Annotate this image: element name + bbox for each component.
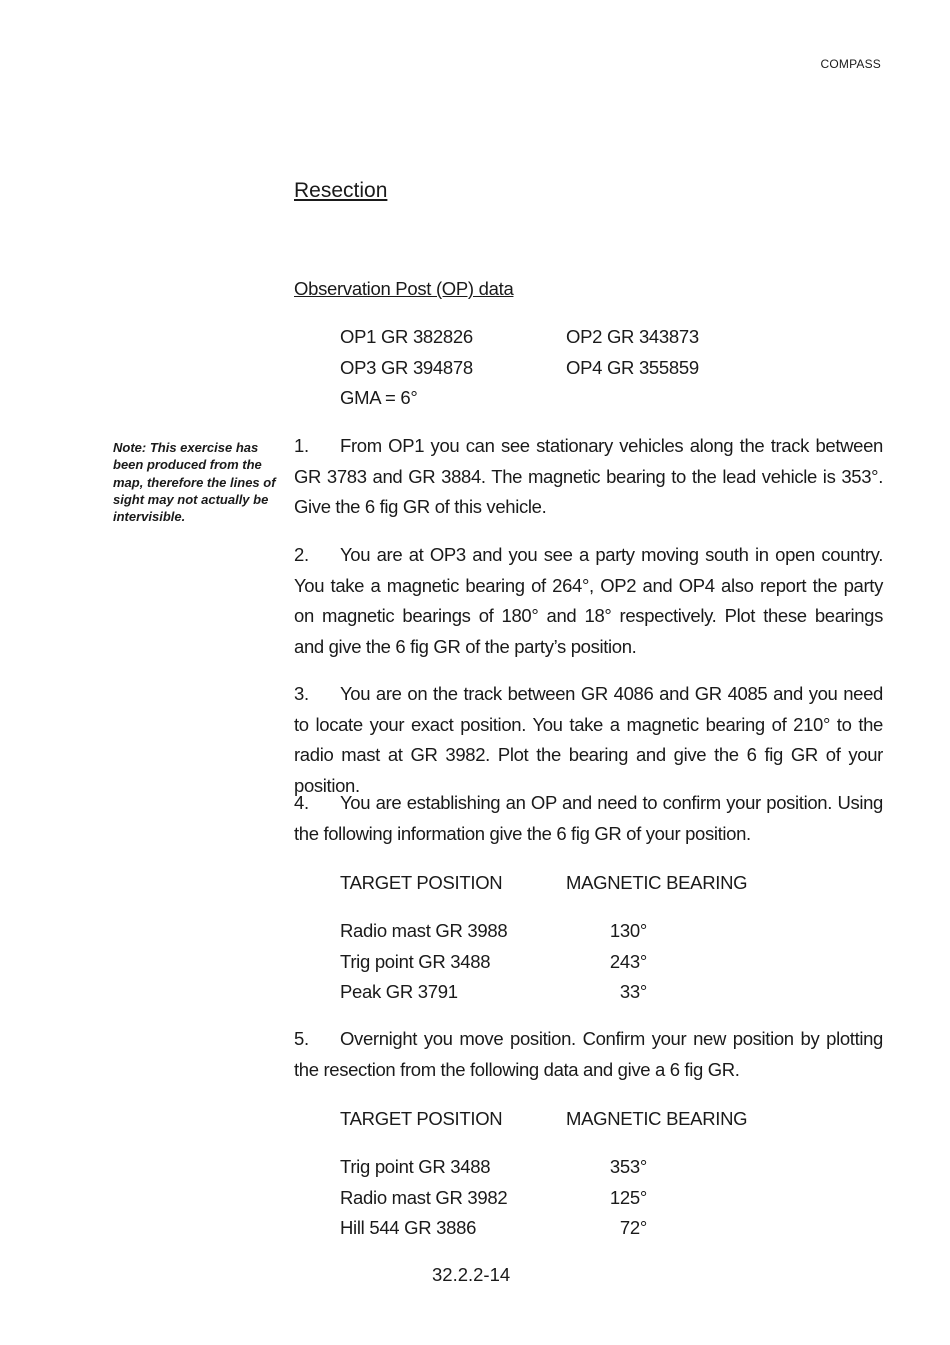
target-cell: Hill 544 GR 3886 <box>340 1216 477 1238</box>
column-header-target: TARGET POSITION <box>340 872 503 893</box>
question-text: You are establishing an OP and need to confirm your position. Using the following information give the 6 fig GR of your position. <box>294 792 883 844</box>
table-question-4 <box>340 871 747 1010</box>
question-number: 2. <box>294 544 309 565</box>
bearing-cell: 243° <box>609 950 647 972</box>
side-note: Note: This exercise has been produced from the map, therefore the lines of sight may not actually be intervisible. <box>113 440 276 525</box>
op-data-heading: Observation Post (OP) data <box>294 278 514 299</box>
op-data-grid <box>340 325 699 417</box>
section-title: Resection <box>294 179 388 202</box>
target-cell: Radio mast GR 3988 <box>340 920 508 942</box>
question-text: You are on the track between GR 4086 and GR 4085 and you need to locate your exact position. You take a magnetic bearing of 210° to the radio mast at GR 3982. Plot the bearing and give the 6 fig GR of your position. <box>294 683 883 796</box>
target-cell: Trig point GR 3488 <box>340 950 491 972</box>
target-cell: Peak GR 3791 <box>340 980 458 1002</box>
question-number: 5. <box>294 1028 309 1049</box>
question-text: Overnight you move position. Confirm your new position by plotting the resection from the following data and give a 6 fig GR. <box>294 1028 883 1080</box>
question-2 <box>294 540 883 662</box>
op-row <box>340 356 699 387</box>
bearing-cell: 130° <box>609 920 647 942</box>
header-label: COMPASS <box>820 57 881 71</box>
table-row <box>340 1216 747 1246</box>
bearing-cell: 125° <box>609 1186 647 1208</box>
bearing-cell: 72° <box>619 1216 647 1238</box>
op-cell: OP2 GR 343873 <box>566 326 699 347</box>
question-number: 3. <box>294 683 309 704</box>
column-header-target: TARGET POSITION <box>340 1108 503 1129</box>
gma-value: GMA = 6° <box>340 387 418 408</box>
page-number: 32.2.2-14 <box>432 1264 511 1285</box>
table-row <box>340 1155 747 1185</box>
column-header-bearing: MAGNETIC BEARING <box>566 1108 748 1129</box>
op-row <box>340 386 699 417</box>
table-row <box>340 950 747 980</box>
target-cell: Radio mast GR 3982 <box>340 1186 508 1208</box>
table-header-row <box>340 871 747 901</box>
table-row <box>340 919 747 949</box>
table-header-row <box>340 1107 747 1137</box>
question-5 <box>294 1024 883 1085</box>
target-cell: Trig point GR 3488 <box>340 1156 491 1178</box>
question-3 <box>294 679 883 801</box>
op-cell: OP4 GR 355859 <box>566 356 699 378</box>
op-row <box>340 325 699 356</box>
question-text: You are at OP3 and you see a party moving south in open country. You take a magnetic bearing of 264°, OP2 and OP4 also report the party on magnetic bearings of 180° and 18° respectively. Plot these bearings and give the 6 fig GR of the party’s position. <box>294 544 883 657</box>
table-question-5 <box>340 1107 747 1246</box>
question-1 <box>294 431 883 523</box>
column-header-bearing: MAGNETIC BEARING <box>566 872 748 893</box>
bearing-cell: 353° <box>609 1156 647 1178</box>
question-number: 1. <box>294 435 309 456</box>
bearing-cell: 33° <box>619 980 647 1002</box>
op-cell: OP1 GR 382826 <box>340 326 473 347</box>
op-cell: OP3 GR 394878 <box>340 356 473 378</box>
table-row <box>340 1186 747 1216</box>
question-text: From OP1 you can see stationary vehicles along the track between GR 3783 and GR 3884. The magnetic bearing to the lead vehicle is 353°. Give the 6 fig GR of this vehicle. <box>294 435 883 517</box>
table-row <box>340 980 747 1010</box>
question-number: 4. <box>294 792 309 813</box>
question-4 <box>294 788 883 849</box>
